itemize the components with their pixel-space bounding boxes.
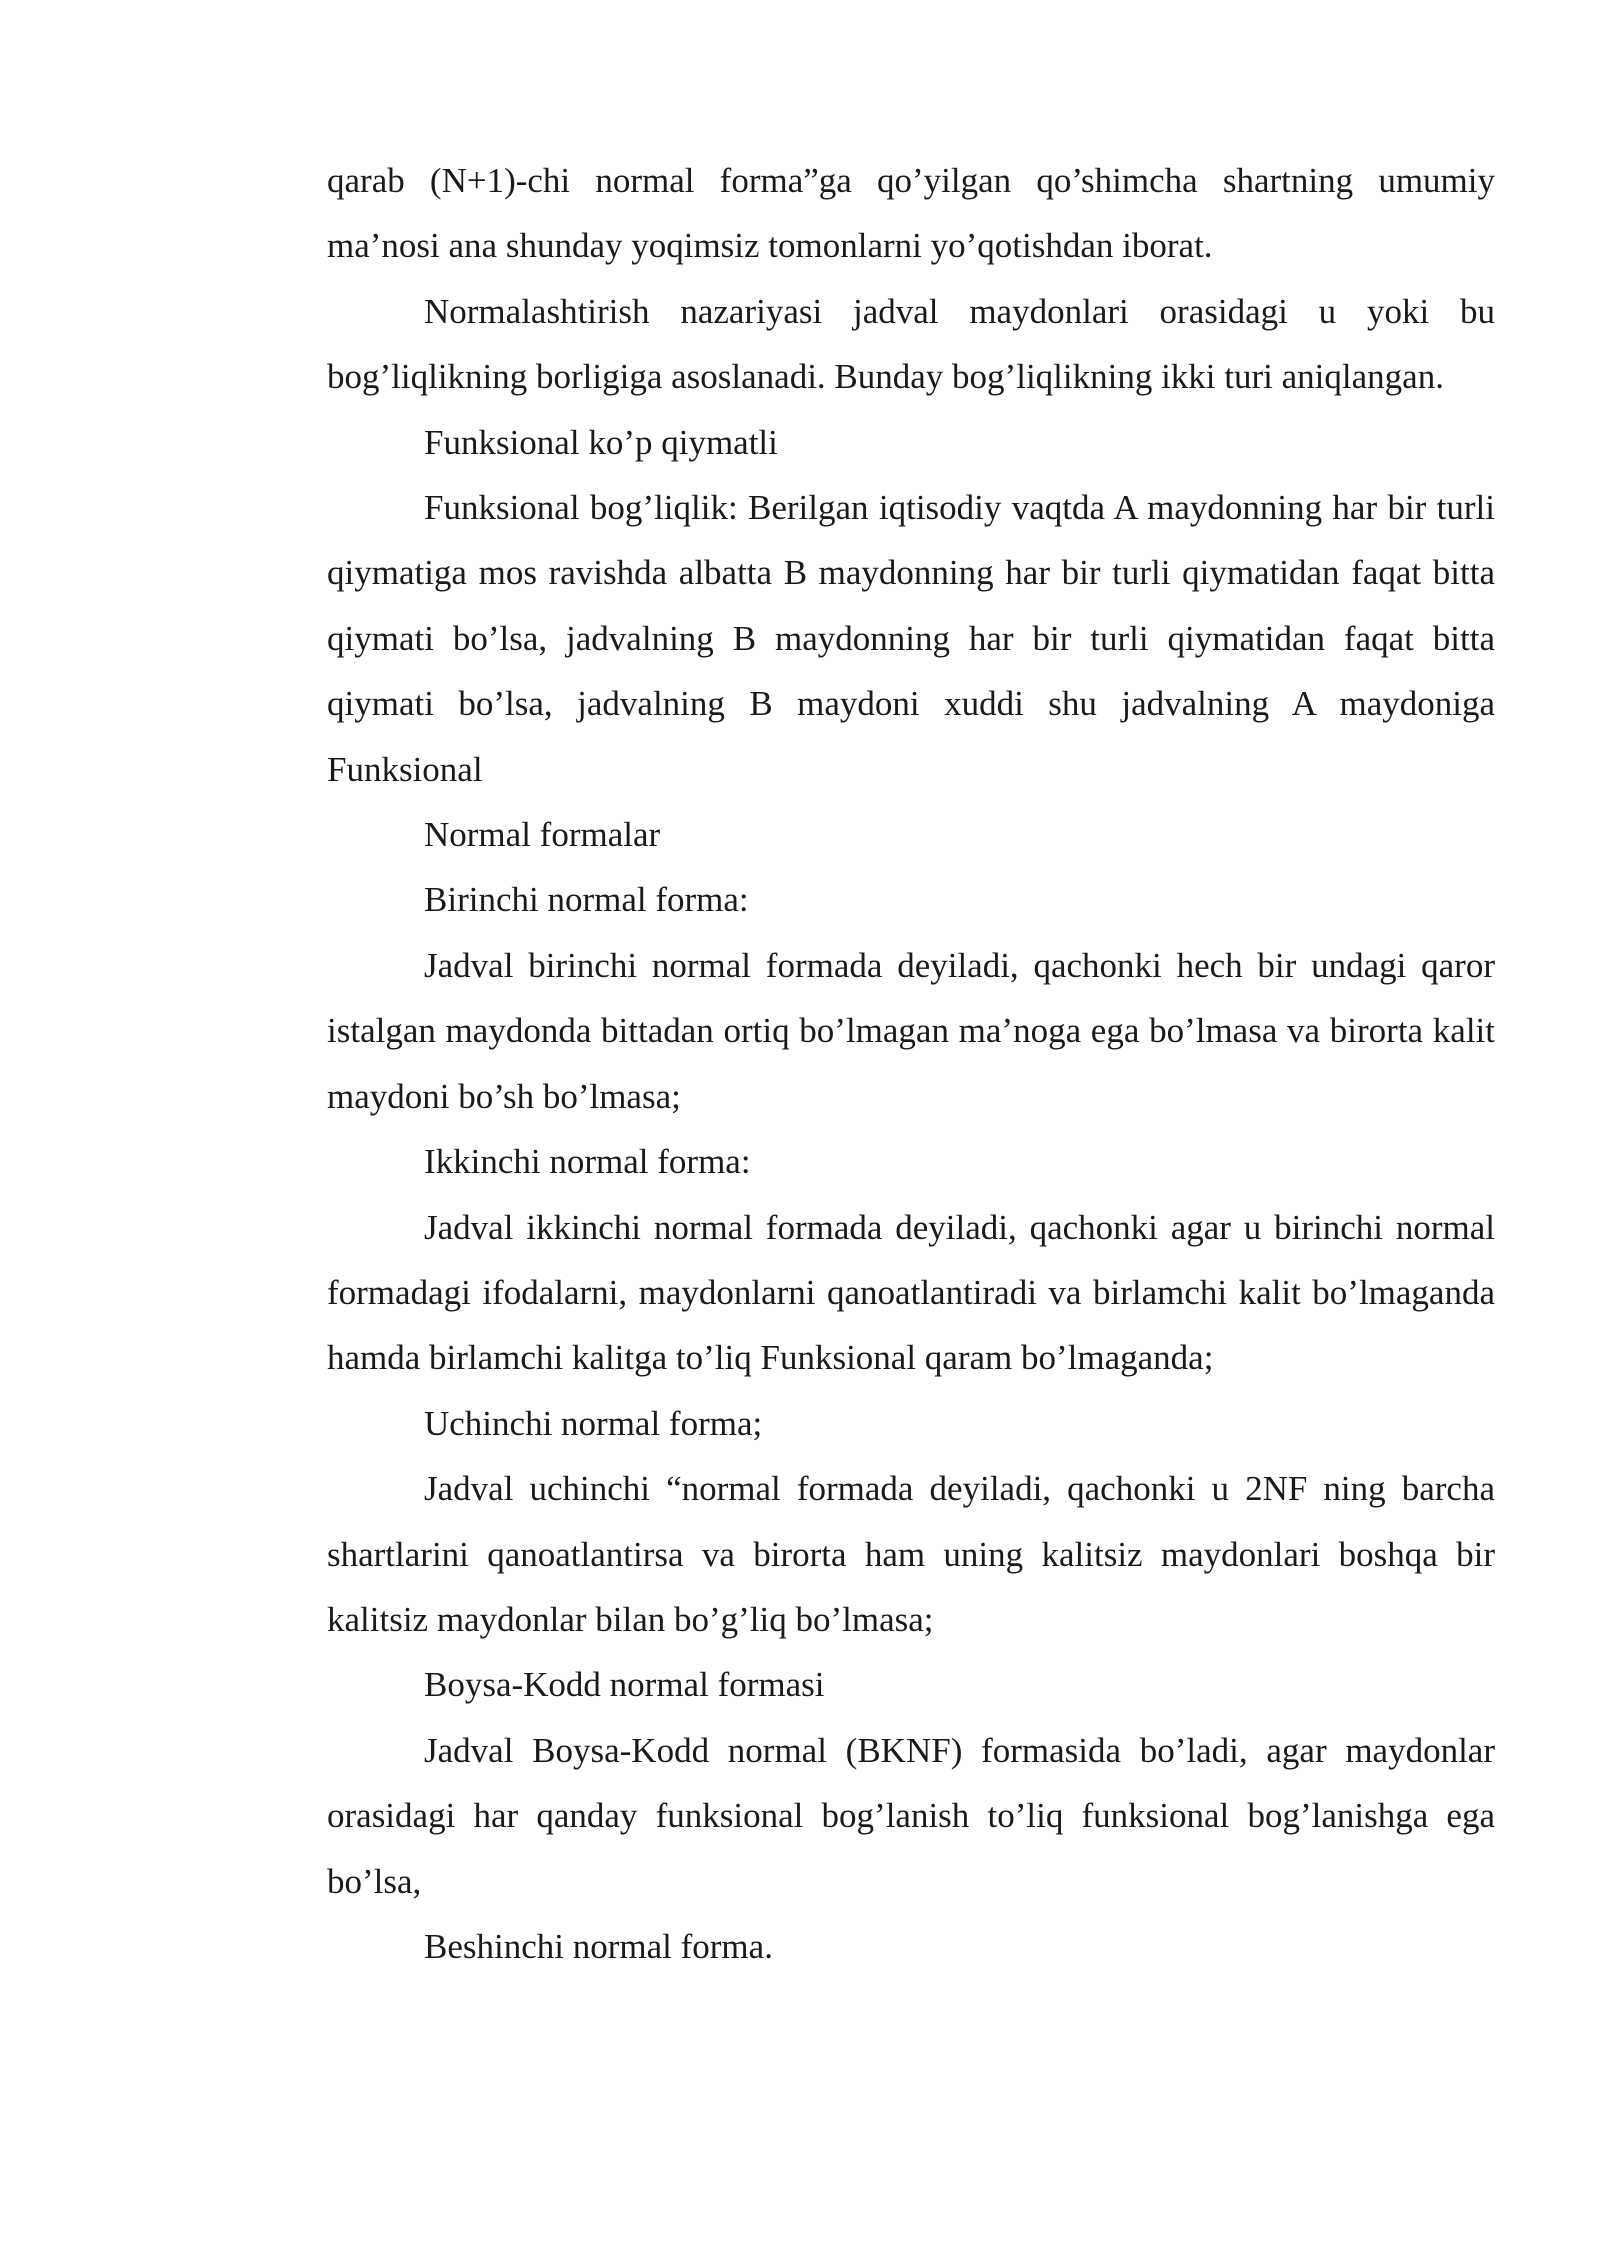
section-heading: Birinchi normal forma:	[424, 880, 749, 920]
section-heading: Beshinchi normal forma.	[424, 1926, 773, 1966]
paragraph: qarab (N+1)-chi normal forma”ga qo’yilgan qo’shimcha shartning umumiy ma’nosi ana shunday yoqimsiz tomonlarni yo’qotishdan iborat.	[327, 161, 1495, 266]
paragraph: Jadval ikkinchi normal formada deyiladi, qachonki agar u birinchi normal formadagi ifodalarni, maydonlarni qanoatlantiradi va birlamchi kalit bo’lmaganda hamda birlamchi kalitga to’liq Funksional qaram bo’lmaganda;	[327, 1207, 1495, 1378]
document-body	[327, 148, 1495, 1979]
section-heading: Normal formalar	[424, 815, 661, 855]
paragraph: Jadval Boysa-Kodd normal (BKNF) formasida bo’ladi, agar maydonlar orasidagi har qanday funksional bog’lanish to’liq funksional bog’lanishga ega bo’lsa,	[327, 1730, 1495, 1901]
paragraph: Funksional bog’liqlik: Berilgan iqtisodiy vaqtda A maydonning har bir turli qiymatiga mos ravishda albatta B maydonning har bir turli qiymatidan faqat bitta qiymati bo’lsa, jadvalning B maydonning har bir turli qiymatidan faqat bitta qiymati bo’lsa, jadvalning B maydoni xuddi shu jadvalning A maydoniga Funksional	[327, 488, 1495, 789]
paragraph: Funksional ko’p qiymatli	[424, 422, 778, 462]
section-heading: Uchinchi normal forma;	[424, 1403, 763, 1443]
section-heading: Boysa-Kodd normal formasi	[424, 1665, 825, 1705]
paragraph: Jadval birinchi normal formada deyiladi, qachonki hech bir undagi qaror istalgan maydonda bittadan ortiq bo’lmagan ma’noga ega bo’lmasa va birorta kalit maydoni bo’sh bo’lmasa;	[327, 945, 1495, 1116]
paragraph: Jadval uchinchi “normal formada deyiladi, qachonki u 2NF ning barcha shartlarini qanoatlantirsa va birorta ham uning kalitsiz maydonlari boshqa bir kalitsiz maydonlar bilan bo’g’liq bo’lmasa;	[327, 1469, 1495, 1639]
paragraph: Normalashtirish nazariyasi jadval maydonlari orasidagi u yoki bu bog’liqlikning borligiga asoslanadi. Bunday bog’liqlikning ikki turi aniqlangan.	[327, 291, 1495, 397]
section-heading: Ikkinchi normal forma:	[424, 1142, 751, 1182]
